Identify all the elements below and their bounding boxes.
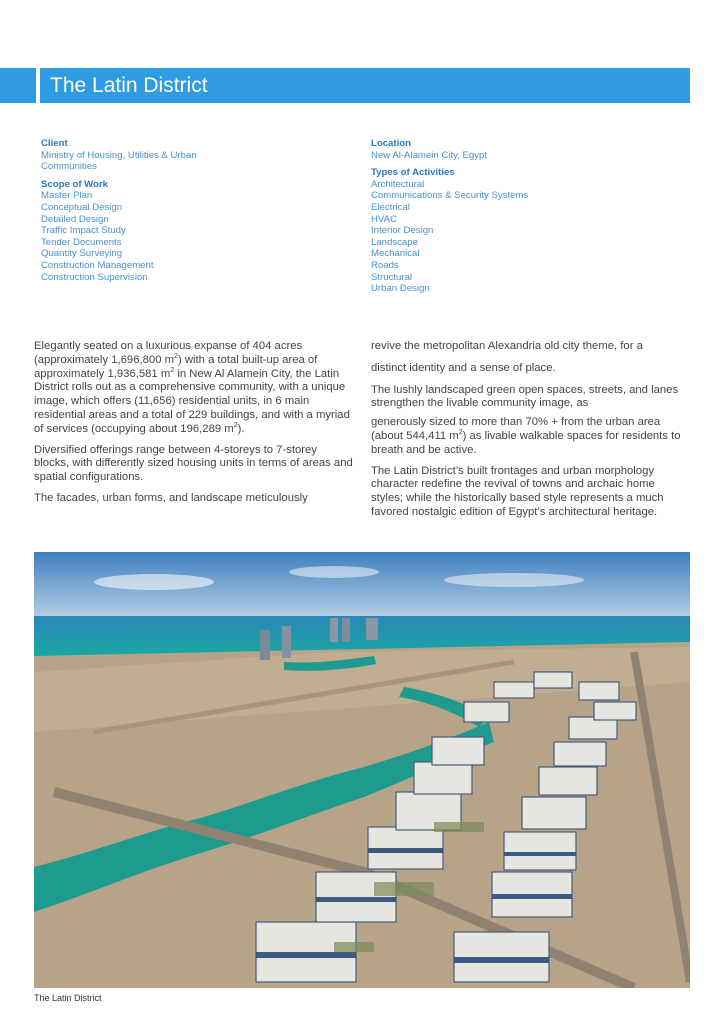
scope-item: Construction Management <box>41 259 154 271</box>
scope-item: Master Plan <box>41 190 93 202</box>
paragraph-revive: revive the metropolitan Alexandria old city theme, for a <box>371 340 643 352</box>
page-title: The Latin District <box>40 68 690 103</box>
client-heading: Client <box>41 138 68 149</box>
meta-left-column <box>41 138 341 283</box>
activity-item: Interior Design <box>371 225 434 237</box>
activity-item: Electrical <box>371 201 410 213</box>
activity-item: Structural <box>371 271 413 283</box>
scope-item: Traffic Impact Study <box>41 225 126 237</box>
paragraph-facades: The facades, urban forms, and landscape meticulously <box>34 491 308 504</box>
scope-heading: Scope of Work <box>41 178 108 190</box>
scope-item: Construction Supervision <box>41 271 148 283</box>
body-column-left <box>34 340 354 513</box>
paragraph-intro: Elegantly seated on a luxurious expanse of 404 acres (approximately 1,696,800 $m^2$) with a total built-up area of approximately 1,936,581 $m^2$ in New Al Alamein City, the Latin District rolls out as a comprehensive community, with a unique image, which offers (11,656) residential units, in 6 main residential areas and a total of 229 buildings, and with a myriad of services (occupying about 196,289 $m^2$). <box>34 340 350 435</box>
paragraph-landscape: The lushly landscaped green open spaces, streets, and lanes strengthen the livable community image, as <box>371 383 679 410</box>
activity-item: Mechanical <box>371 248 420 260</box>
paragraph-walkable: generously sized to more than 70% + from the urban area (about 544,411 $m^2$) as livable walkable spaces for residents to breath and be active. <box>371 416 681 456</box>
activity-item: Communications & Security Systems <box>371 190 529 202</box>
client-line: Communities <box>41 161 97 173</box>
activity-item: HVAC <box>371 213 397 225</box>
activities-heading: Types of Activities <box>371 167 455 179</box>
location-value: New Al-Alamein City, Egypt <box>371 149 488 161</box>
client-line: Ministry of Housing, Utilities & Urban <box>41 149 197 161</box>
activity-item: Landscape <box>371 236 418 248</box>
scope-item: Detailed Design <box>41 213 109 225</box>
paragraph-heritage: The Latin District’s built frontages and urban morphology character redefine the revival of towns and archaic home styles; while the historically based style represents a much favored nostalgic edition of Egypt’s architectural heritage. <box>371 464 664 518</box>
scope-item: Conceptual Design <box>41 201 123 213</box>
meta-right-column <box>371 138 691 295</box>
aerial-photo <box>34 552 690 988</box>
activity-item: Architectural <box>371 178 425 190</box>
scope-item: Tender Documents <box>41 236 122 248</box>
location-heading: Location <box>371 138 411 149</box>
body-column-right <box>371 340 689 527</box>
aerial-photo-illustration <box>34 552 690 988</box>
scope-item: Quantity Surveying <box>41 248 123 260</box>
activity-item: Urban Design <box>371 283 430 295</box>
paragraph-identity: distinct identity and a sense of place. <box>371 361 556 374</box>
paragraph-offerings: Diversified offerings range between 4-storeys to 7-storey blocks, with differently sized housing units in terms of areas and spatial configurations. <box>34 443 353 484</box>
header-accent-block <box>0 68 36 103</box>
photo-caption: The Latin District <box>34 993 102 1003</box>
activity-item: Roads <box>371 259 399 271</box>
